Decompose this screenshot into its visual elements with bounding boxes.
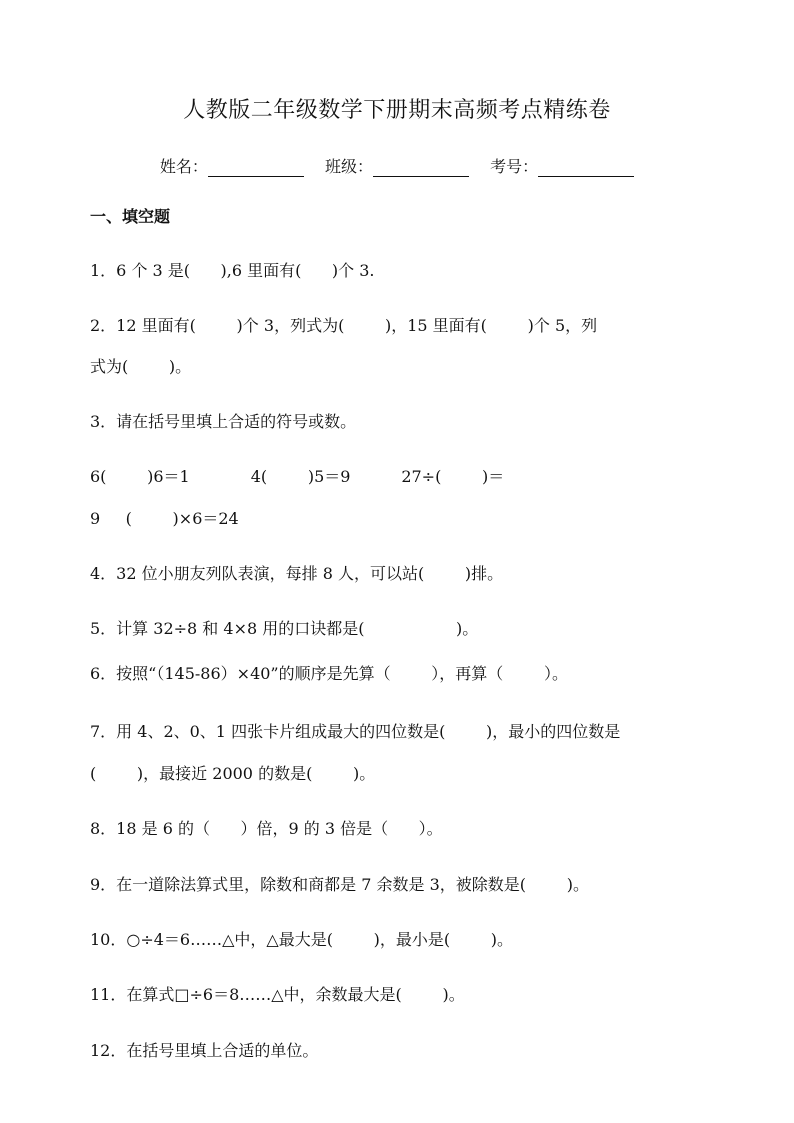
class-field	[325, 154, 469, 177]
question-12: 12．在括号里填上合适的单位。	[90, 1041, 319, 1060]
question-7-line-1: 7．用 4、2、0、1 四张卡片组成最大的四位数是( )，最小的四位数是	[90, 722, 621, 741]
question-2-line-2: 式为( )。	[90, 357, 192, 376]
name-label: 姓名：	[159, 157, 208, 176]
question-3-equations-1: 6( )6＝1 4( )5＝9 27÷( )＝	[90, 467, 505, 486]
question-10: 10．○÷4＝6……△中，△最大是( )，最小是( )。	[90, 930, 514, 949]
class-blank[interactable]	[373, 159, 469, 177]
question-7-line-2: ( )，最接近 2000 的数是( )。	[90, 764, 376, 783]
question-8: 8．18 是 6 的（ ）倍，9 的 3 倍是（ ）。	[90, 819, 443, 838]
name-blank[interactable]	[208, 159, 304, 177]
question-1: 1．6 个 3 是( ),6 里面有( )个 3.	[90, 261, 375, 280]
question-3: 3．请在括号里填上合适的符号或数。	[90, 412, 357, 431]
student-info	[0, 154, 794, 177]
section-heading-fill-blank: 一、填空题	[90, 207, 171, 226]
class-label: 班级：	[324, 157, 373, 176]
exam-number-label: 考号：	[490, 157, 539, 176]
question-11: 11．在算式□÷6＝8……△中，余数最大是( )。	[90, 985, 465, 1004]
question-6: 6．按照“（145-86）×40”的顺序是先算（ ），再算（ ）。	[90, 664, 568, 683]
question-4: 4．32 位小朋友列队表演，每排 8 人，可以站( )排。	[90, 564, 504, 583]
question-9: 9．在一道除法算式里，除数和商都是 7 余数是 3，被除数是( )。	[90, 875, 589, 894]
question-5: 5．计算 32÷8 和 4×8 用的口诀都是( )。	[90, 619, 479, 638]
question-3-equations-2: 9 ( )×6＝24	[90, 509, 239, 528]
name-field	[160, 154, 304, 177]
question-2-line-1: 2．12 里面有( )个 3，列式为( )，15 里面有( )个 5，列	[90, 316, 598, 335]
page-title: 人教版二年级数学下册期末高频考点精练卷	[183, 98, 611, 123]
exam-number-blank[interactable]	[538, 159, 634, 177]
exam-number-field	[490, 154, 634, 177]
